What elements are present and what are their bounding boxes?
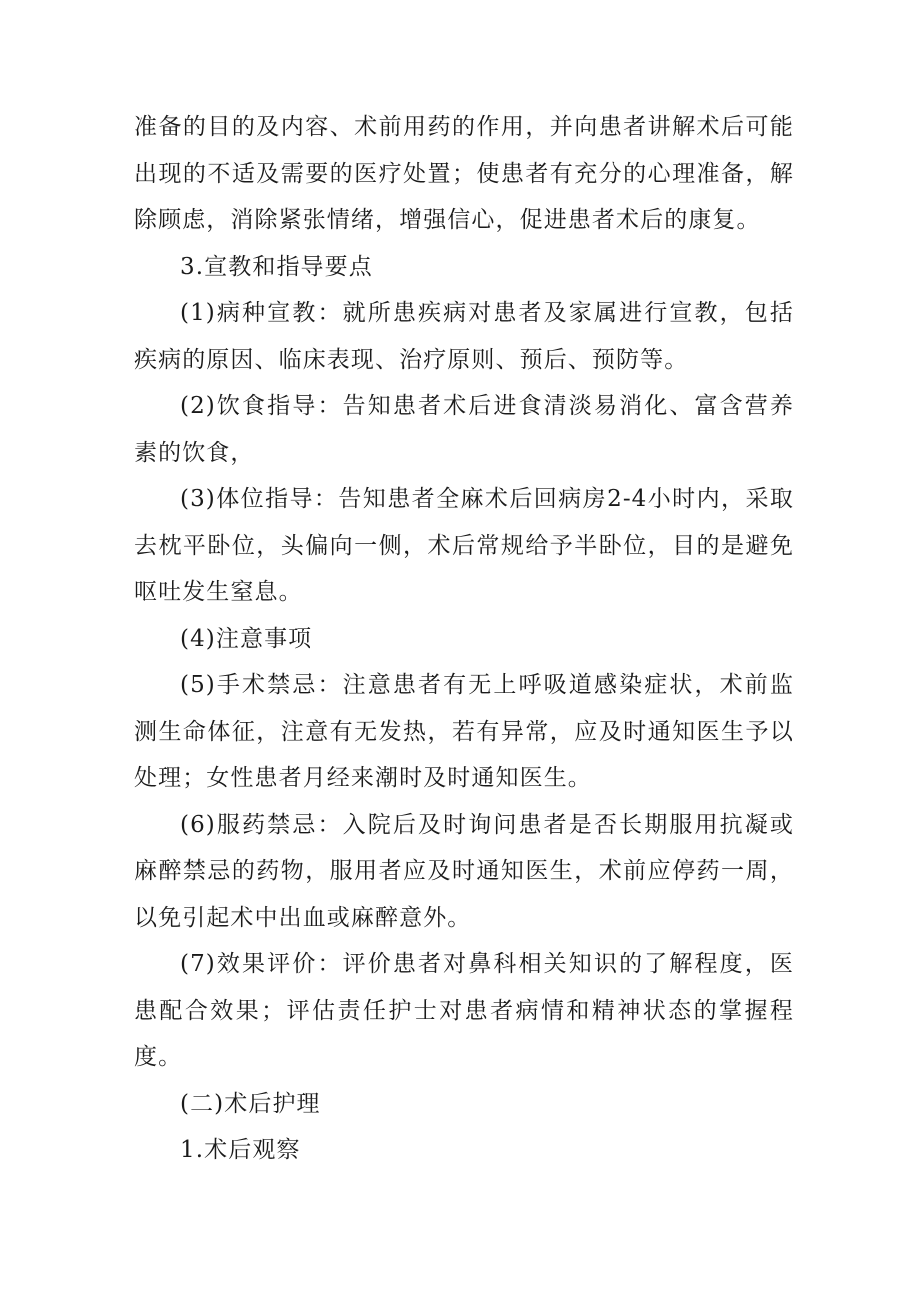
section-heading-postop-care: (二)术后护理	[180, 1090, 321, 1117]
paragraph-precautions: (4)注意事项	[180, 625, 313, 652]
paragraph-diet-guidance: (2)饮食指导：告知患者术后进食清淡易消化、富含营养素的饮食，	[134, 393, 794, 466]
paragraph-position-guidance: (3)体位指导：告知患者全麻术后回病房2-4小时内，采取去枕平卧位，头偏向一侧，术后常规给予半卧位，目的是避免呕吐发生窒息。	[134, 486, 794, 605]
section-heading-postop-observation: 1.术后观察	[180, 1137, 301, 1163]
paragraph-medication-contraindications: (6)服药禁忌：入院后及时询问患者是否长期服用抗凝或麻醉禁忌的药物，服用者应及时通知医生，术前应停药一周，以免引起术中出血或麻醉意外。	[134, 811, 794, 931]
document-body	[134, 104, 794, 1174]
paragraph-continuation: 准备的目的及内容、术前用药的作用，并向患者讲解术后可能出现的不适及需要的医疗处置；使患者有充分的心理准备，解除顾虑，消除紧张情绪，增强信心，促进患者术后的康复。	[134, 114, 794, 233]
paragraph-surgery-contraindications: (5)手术禁忌：注意患者有无上呼吸道感染症状，术前监测生命体征，注意有无发热，若有异常，应及时通知医生予以处理；女性患者月经来潮时及时通知医生。	[134, 672, 794, 791]
section-heading-education-points: 3.宣教和指导要点	[180, 253, 373, 280]
paragraph-disease-education: (1)病种宣教：就所患疾病对患者及家属进行宣教，包括疾病的原因、临床表现、治疗原则、预后、预防等。	[134, 300, 794, 373]
paragraph-effect-evaluation: (7)效果评价：评价患者对鼻科相关知识的了解程度，医患配合效果；评估责任护士对患者病情和精神状态的掌握程度。	[134, 951, 794, 1070]
